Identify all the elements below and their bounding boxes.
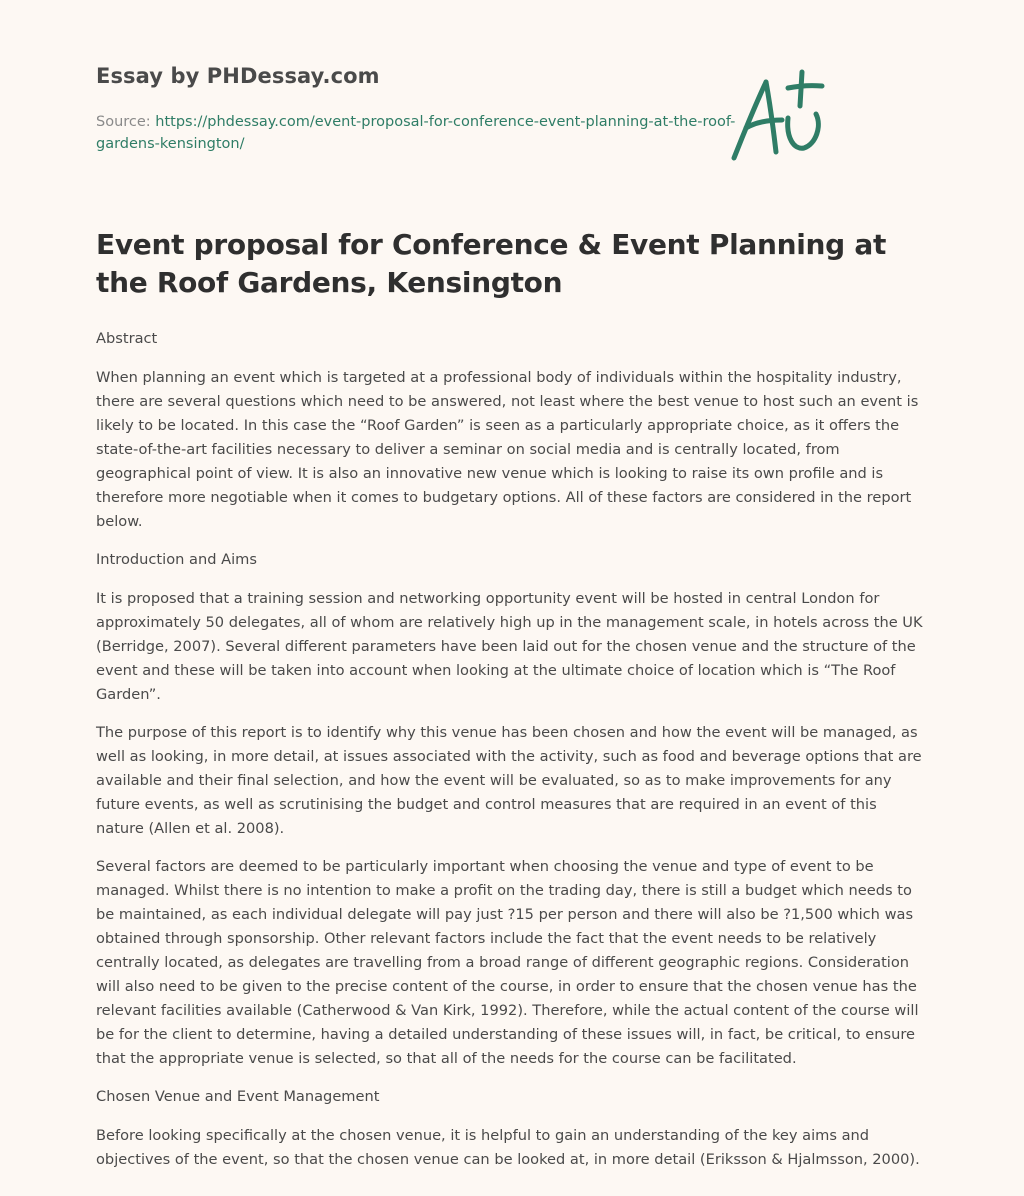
section-heading: Introduction and Aims (96, 551, 257, 568)
paragraph: The purpose of this report is to identify why this venue has been chosen and how the event will be managed, as well as looking, in more detail, at issues associated with the activity, such as food and beverage options that are available and their final selection, and how the event will be evaluated, so as to make improvements for any future events, as well as scrutinising the budget and control measures that are required in an event of this nature (Allen et al. 2008). (96, 724, 922, 837)
paragraph: Before looking specifically at the chosen venue, it is helpful to gain an understanding of the key aims and objectives of the event, so that the chosen venue can be looked at, in more detail (Eriksson & Hjalmsson, 2000). (96, 1127, 920, 1168)
article-body (96, 327, 928, 1172)
paragraph: It is proposed that a training session and networking opportunity event will be hosted in central London for approximately 50 delegates, all of whom are relatively high up in the management scale, in hotels across the UK (Berridge, 2007). Several different parameters have been laid out for the chosen venue and the structure of the event and these will be taken into account when looking at the ultimate choice of location which is “The Roof Garden”. (96, 590, 923, 703)
a-plus-grade-icon (728, 68, 828, 164)
section-heading: Abstract (96, 330, 158, 347)
source-link[interactable]: https://phdessay.com/event-proposal-for-conference-event-planning-at-the-roof-gardens-kensington/ (96, 114, 736, 152)
section-heading: Chosen Venue and Event Management (96, 1088, 380, 1105)
page-header (96, 0, 928, 200)
paragraph: When planning an event which is targeted at a professional body of individuals within the hospitality industry, there are several questions which need to be answered, not least where the best venue to host such an event is likely to be located. In this case the “Roof Garden” is seen as a particularly appropriate choice, as it offers the state-of-the-art facilities necessary to deliver a seminar on social media and is centrally located, from geographical point of view. It is also an innovative new venue which is looking to raise its own profile and is therefore more negotiable when it comes to budgetary options. All of these factors are considered in the report below. (96, 369, 919, 530)
source-label: Source: (96, 114, 151, 130)
source-line (96, 111, 776, 155)
article-title: Event proposal for Conference & Event Planning at the Roof Gardens, Kensington (96, 228, 887, 299)
paragraph: Several factors are deemed to be particularly important when choosing the venue and type of event to be managed. Whilst there is no intention to make a profit on the trading day, there is still a budget which needs to be maintained, as each individual delegate will pay just ?15 per person and there will also be ?1,500 which was obtained through sponsorship. Other relevant factors include the fact that the event needs to be relatively centrally located, as delegates are travelling from a broad range of different geographic regions. Consideration will also need to be given to the precise content of the course, in order to ensure that the chosen venue has the relevant facilities available (Catherwood & Van Kirk, 1992). Therefore, while the actual content of the course will be for the client to determine, having a detailed understanding of these issues will, in fact, be critical, to ensure that the appropriate venue is selected, so that all of the needs for the course can be facilitated. (96, 858, 919, 1067)
site-title: Essay by PHDessay.com (96, 64, 380, 88)
